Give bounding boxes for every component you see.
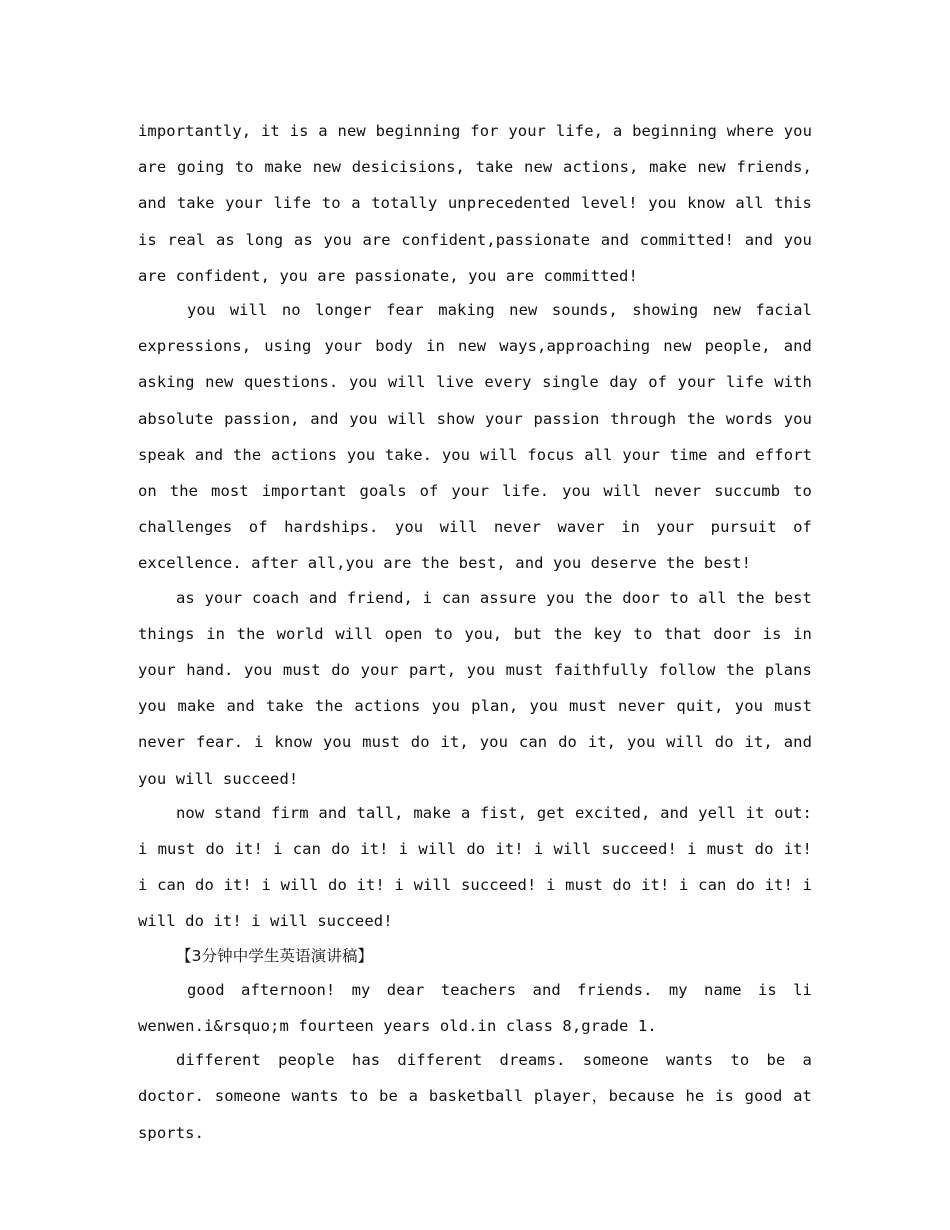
- document-page: [138, 113, 812, 1149]
- paragraph-yell: now stand firm and tall, make a fist, get excited, and yell it out: i must do it! i can do it! i will do it! i will succeed! i must do it! i can do it! i will do it! i will succeed! i must do it! i can do it! i will do it! i will succeed!: [138, 803, 812, 931]
- paragraph-greeting: good afternoon! my dear teachers and friends. my name is li wenwen.i&rsquo;m fourteen years old.in class 8,grade 1.: [138, 980, 812, 1036]
- paragraph-coach: as your coach and friend, i can assure you the door to all the best things in the world will open to you, but the key to that door is in your hand. you must do your part, you must faithfully follow the plans you make and take the actions you plan, you must never quit, you must never fear. i know you must do it, you can do it, you will do it, and you will succeed!: [138, 588, 812, 788]
- paragraph-passion: you will no longer fear making new sounds, showing new facial expressions, using your body in new ways,approaching new people, and asking new questions. you will live every single day of your life with absolute passion, and you will show your passion through the words you speak and the actions you take. you will focus all your time and effort on the most important goals of your life. you will never succumb to challenges of hardships. you will never waver in your pursuit of excellence. after all,you are the best, and you deserve the best!: [138, 301, 812, 573]
- section-heading: 【3分钟中学生英语演讲稿】: [176, 946, 374, 965]
- paragraph-dreams: different people has different dreams. someone wants to be a doctor. someone wants to be a basketball player，because he is good at sports.: [138, 1051, 812, 1142]
- paragraph-intro: importantly, it is a new beginning for your life, a beginning where you are going to make new desicisions, take new actions, make new friends, and take your life to a totally unprecedented level! you know all this is real as long as you are confident,passionate and committed! and you are confident, you are passionate, you are committed!: [138, 122, 812, 285]
